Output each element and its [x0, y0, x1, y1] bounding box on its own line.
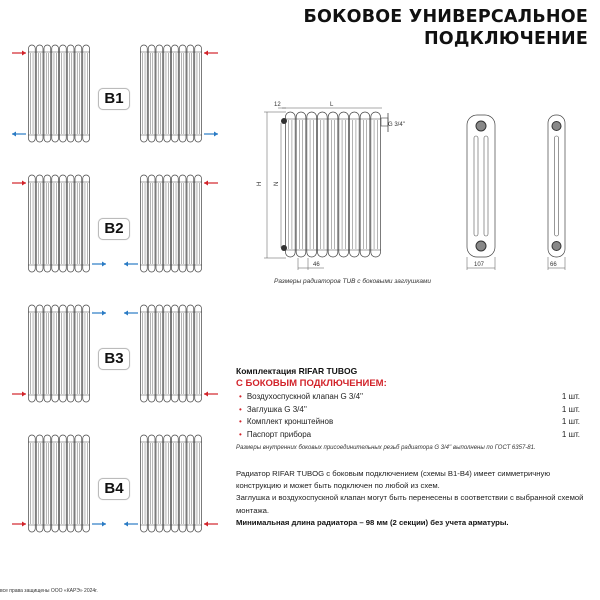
radiator-section: [172, 175, 179, 272]
supply-arrow: [12, 522, 26, 527]
radiator-section: [350, 112, 360, 257]
radiator-section: [60, 45, 67, 142]
bullet-icon: •: [239, 417, 242, 426]
radiator-section: [29, 435, 36, 532]
radiator-section: [148, 305, 155, 402]
return-arrow: [92, 311, 106, 316]
connector: [476, 121, 486, 131]
scheme-badge-b3: B3: [98, 348, 130, 370]
arrow-head: [22, 392, 26, 397]
arrow-head: [124, 522, 128, 527]
radiator-section: [187, 305, 194, 402]
kit-item: [236, 416, 586, 429]
radiator-section: [371, 112, 381, 257]
supply-arrow: [204, 392, 218, 397]
scheme-badge-b2: B2: [98, 218, 130, 240]
arrow-head: [124, 262, 128, 267]
radiator-section: [187, 175, 194, 272]
kit-note: Размеры внутренних боковых присоединительных резьб радиатора G 3/4'' выполнены по ГОСТ 6357-81.: [236, 445, 536, 451]
radiator: [140, 435, 202, 532]
radiator-section: [67, 305, 74, 402]
radiator-section: [36, 175, 43, 272]
radiator-section: [195, 305, 202, 402]
radiator-section: [156, 435, 163, 532]
supply-arrow: [12, 181, 26, 186]
arrow-head: [102, 522, 106, 527]
dim-66: 66: [550, 262, 557, 268]
radiator-section: [75, 175, 82, 272]
radiator-section: [156, 305, 163, 402]
radiator-section: [318, 112, 328, 257]
radiator-section: [52, 435, 59, 532]
description-p1: Радиатор RIFAR TUBOG с боковым подключением (схемы B1-B4) имеет симметричную конструкцию и может быть подключен по любой из схем.: [236, 469, 551, 491]
dim-L: L: [330, 102, 334, 108]
kit-item-name: Заглушка G 3/4'': [246, 404, 307, 414]
radiator: [28, 175, 90, 272]
return-arrow: [204, 132, 218, 137]
radiator-section: [156, 45, 163, 142]
supply-arrow: [204, 181, 218, 186]
return-arrow: [124, 262, 138, 267]
radiator-section: [60, 435, 67, 532]
radiator-section: [328, 112, 338, 257]
radiator-section: [187, 435, 194, 532]
radiator: [28, 435, 90, 532]
supply-arrow: [204, 51, 218, 56]
connector: [552, 242, 561, 251]
radiator-section: [156, 175, 163, 272]
kit-item-qty: 1 шт.: [561, 392, 580, 401]
radiator-section: [179, 175, 186, 272]
radiator-section: [164, 175, 171, 272]
arrow-head: [204, 51, 208, 56]
kit-section: [236, 366, 586, 451]
arrow-head: [22, 522, 26, 527]
return-arrow: [12, 132, 26, 137]
radiator: [140, 305, 202, 402]
return-arrow: [124, 522, 138, 527]
arrow-head: [22, 181, 26, 186]
arrow-head: [214, 132, 218, 137]
return-arrow: [124, 311, 138, 316]
radiator-section: [195, 175, 202, 272]
radiator-section: [29, 305, 36, 402]
radiator-section: [195, 45, 202, 142]
radiator-section: [172, 305, 179, 402]
radiator: [28, 305, 90, 402]
radiator-section: [179, 305, 186, 402]
title-line-1: БОКОВОЕ УНИВЕРСАЛЬНОЕ: [303, 7, 588, 27]
kit-item: [236, 391, 586, 404]
thread-label: G 3/4'': [388, 122, 405, 128]
kit-item-name: Воздухоспускной клапан G 3/4'': [246, 392, 364, 401]
radiator-section: [75, 305, 82, 402]
radiator-section: [67, 175, 74, 272]
radiator-section: [52, 305, 59, 402]
radiator-section: [164, 45, 171, 142]
arrow-head: [102, 311, 106, 316]
radiator-section: [164, 435, 171, 532]
kit-item-qty: 1 шт.: [561, 417, 580, 426]
radiator-section: [172, 435, 179, 532]
radiator-section: [339, 112, 349, 257]
radiator-section: [83, 305, 90, 402]
title-line-2: ПОДКЛЮЧЕНИЕ: [423, 29, 588, 49]
radiator-section: [83, 45, 90, 142]
kit-item: [236, 429, 586, 442]
supply-arrow: [12, 392, 26, 397]
dim-46: 46: [313, 262, 320, 268]
kit-list: [236, 391, 586, 441]
radiator-section: [29, 45, 36, 142]
radiator-section: [75, 45, 82, 142]
arrow-head: [102, 262, 106, 267]
radiator-section: [44, 175, 51, 272]
kit-item-name: Комплект кронштейнов: [246, 417, 334, 426]
return-arrow: [92, 522, 106, 527]
connector: [476, 241, 486, 251]
scheme-badge-b4: B4: [98, 478, 130, 500]
arrow-head: [124, 311, 128, 316]
arrow-head: [204, 392, 208, 397]
bullet-icon: •: [239, 404, 242, 414]
dim-H: H: [257, 181, 263, 186]
dim-12: 12: [274, 102, 281, 108]
radiator-section: [67, 45, 74, 142]
radiator-section: [141, 45, 148, 142]
radiator-section: [44, 435, 51, 532]
air-valve: [281, 118, 287, 124]
radiator-section: [164, 305, 171, 402]
radiator: [140, 175, 202, 272]
radiator-section: [141, 435, 148, 532]
supply-arrow: [12, 51, 26, 56]
copyright: все права защищены ООО «КАРЭ» 2024г.: [0, 588, 98, 594]
side-view-front: [467, 115, 495, 257]
dimension-drawing: [264, 108, 565, 270]
radiator-section: [36, 305, 43, 402]
kit-subheading: С БОКОВЫМ ПОДКЛЮЧЕНИЕМ:: [236, 378, 387, 389]
radiator-section: [52, 45, 59, 142]
connection-nipple: [381, 118, 388, 126]
kit-item-name: Паспорт прибора: [246, 429, 312, 439]
arrow-head: [204, 522, 208, 527]
radiator-section: [187, 45, 194, 142]
radiator-section: [83, 435, 90, 532]
description-p2: Заглушка и воздухоспускной клапан могут быть перенесены в соответствии с выбранной схемой монтажа.: [236, 493, 584, 515]
description: [236, 468, 588, 529]
radiator-section: [44, 305, 51, 402]
radiator-section: [307, 112, 317, 257]
radiator-section: [83, 175, 90, 272]
radiator-section: [360, 112, 370, 257]
connector: [552, 122, 561, 131]
radiator-section: [60, 175, 67, 272]
radiator-section: [286, 112, 296, 257]
radiator-section: [148, 45, 155, 142]
bullet-icon: •: [239, 392, 242, 401]
drawing-caption: Размеры радиаторов TUB с боковыми заглушками: [274, 278, 432, 285]
kit-item-qty: 1 шт.: [561, 404, 580, 414]
radiator: [28, 45, 90, 142]
radiator: [140, 45, 202, 142]
radiator-section: [148, 175, 155, 272]
radiator-section: [75, 435, 82, 532]
return-arrow: [92, 262, 106, 267]
plug: [281, 245, 287, 251]
radiator-section: [67, 435, 74, 532]
scheme-badge-b1: B1: [98, 88, 130, 110]
radiator-section: [195, 435, 202, 532]
radiator-section: [36, 435, 43, 532]
arrow-head: [204, 181, 208, 186]
radiator-section: [179, 435, 186, 532]
radiator: [285, 112, 381, 257]
arrow-head: [12, 132, 16, 137]
dim-N: N: [274, 181, 280, 186]
dim-107: 107: [474, 262, 485, 268]
kit-heading: Комплектация RIFAR TUBOG: [236, 366, 358, 376]
arrow-head: [22, 51, 26, 56]
description-p3: Минимальная длина радиатора – 98 мм (2 секции) без учета арматуры.: [236, 517, 509, 527]
radiator-section: [296, 112, 306, 257]
radiator-section: [141, 175, 148, 272]
radiator-section: [60, 305, 67, 402]
radiator-section: [44, 45, 51, 142]
kit-item: [236, 404, 586, 417]
radiator-section: [29, 175, 36, 272]
bullet-icon: •: [239, 429, 242, 439]
radiator-section: [141, 305, 148, 402]
radiator-section: [172, 45, 179, 142]
radiator-section: [179, 45, 186, 142]
radiator-section: [36, 45, 43, 142]
radiator-section: [52, 175, 59, 272]
supply-arrow: [204, 522, 218, 527]
radiator-section: [148, 435, 155, 532]
kit-item-qty: 1 шт.: [561, 429, 580, 439]
